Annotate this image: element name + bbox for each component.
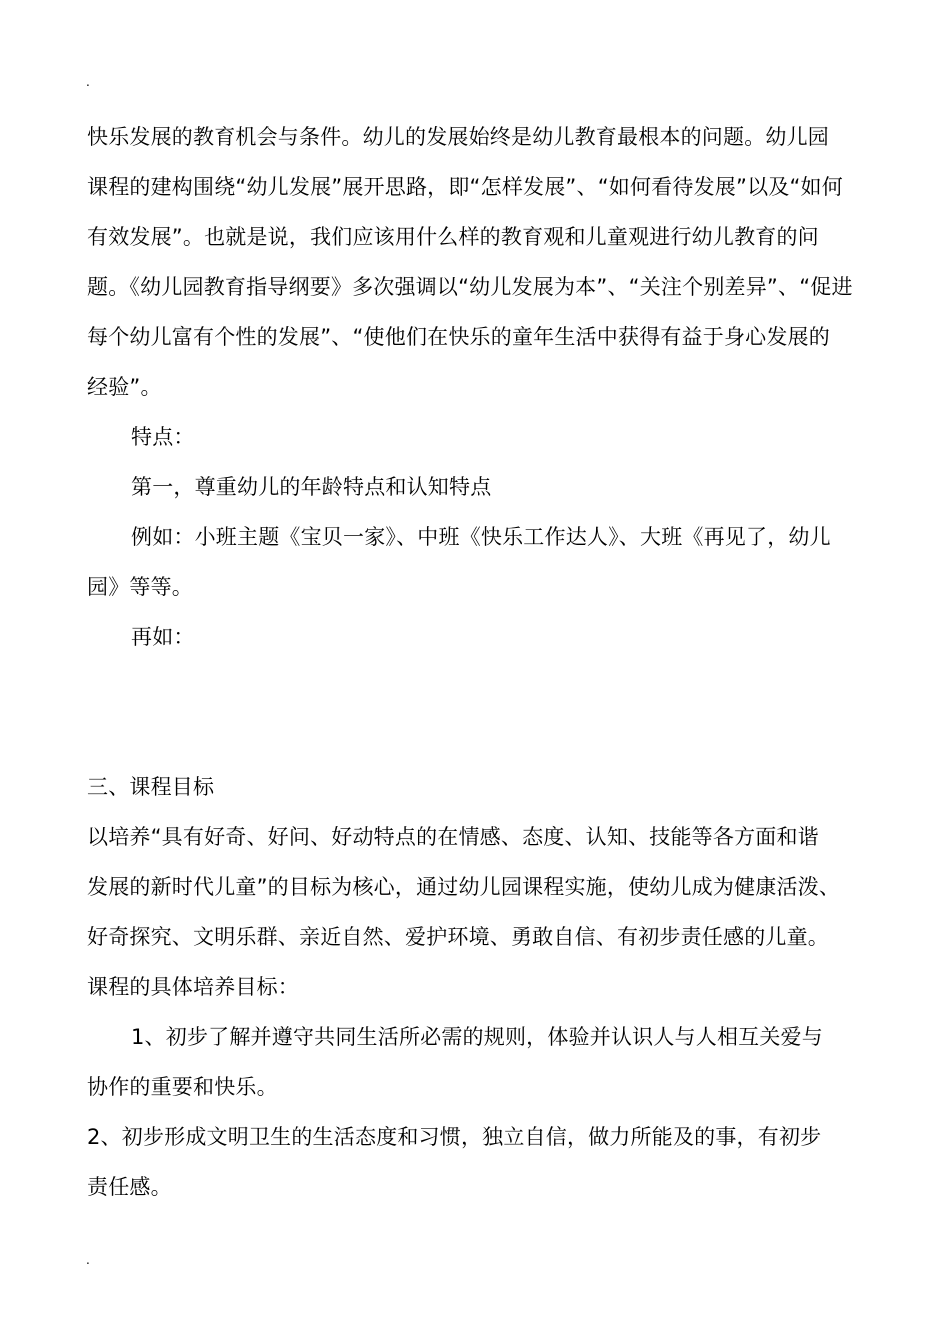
- paragraph-line: 经验”。: [87, 375, 162, 399]
- example-line: 例如：小班主题《宝贝一家》、中班《快乐工作达人》、大班《再见了，幼儿: [131, 525, 831, 549]
- goal-item: 2、初步形成文明卫生的生活态度和习惯，独立自信，做力所能及的事，有初步: [87, 1125, 822, 1149]
- paragraph-line: 题。《幼儿园教育指导纲要》多次强调以“幼儿发展为本”、“关注个别差异”、“促进: [87, 275, 853, 299]
- blank-space: [87, 662, 867, 762]
- paragraph-line: 好奇探究、文明乐群、亲近自然、爱护环境、勇敢自信、有初步责任感的儿童。: [87, 925, 829, 949]
- paragraph-line: 课程的具体培养目标：: [87, 975, 299, 999]
- page-marker-top: .: [86, 75, 90, 89]
- feature-item: 第一，尊重幼儿的年龄特点和认知特点: [131, 475, 492, 499]
- paragraph-line: 课程的建构围绕“幼儿发展”展开思路，即“怎样发展”、“如何看待发展”以及“如何: [87, 175, 843, 199]
- example-line: 园》等等。: [87, 575, 193, 599]
- paragraph-line: 发展的新时代儿童”的目标为核心，通过幼儿园课程实施，使幼儿成为健康活泼、: [87, 875, 841, 899]
- paragraph-line: 快乐发展的教育机会与条件。幼儿的发展始终是幼儿教育最根本的问题。幼儿园: [87, 125, 829, 149]
- paragraph-line: 以培养“具有好奇、好问、好动特点的在情感、态度、认知、技能等各方面和谐: [87, 825, 819, 849]
- goal-item: 1、初步了解并遵守共同生活所必需的规则，体验并认识人与人相互关爱与: [131, 1025, 823, 1049]
- features-heading: 特点：: [131, 425, 195, 449]
- goal-item: 协作的重要和快乐。: [87, 1075, 278, 1099]
- paragraph-line: 每个幼儿富有个性的发展”、“使他们在快乐的童年生活中获得有益于身心发展的: [87, 325, 830, 349]
- document-body: [87, 112, 867, 1212]
- page-marker-bottom: .: [86, 1253, 90, 1267]
- goal-item: 责任感。: [87, 1175, 172, 1199]
- paragraph-line: 有效发展”。也就是说，我们应该用什么样的教育观和儿童观进行幼儿教育的问: [87, 225, 819, 249]
- section-heading: 三、课程目标: [87, 775, 215, 799]
- example-line: 再如：: [131, 625, 195, 649]
